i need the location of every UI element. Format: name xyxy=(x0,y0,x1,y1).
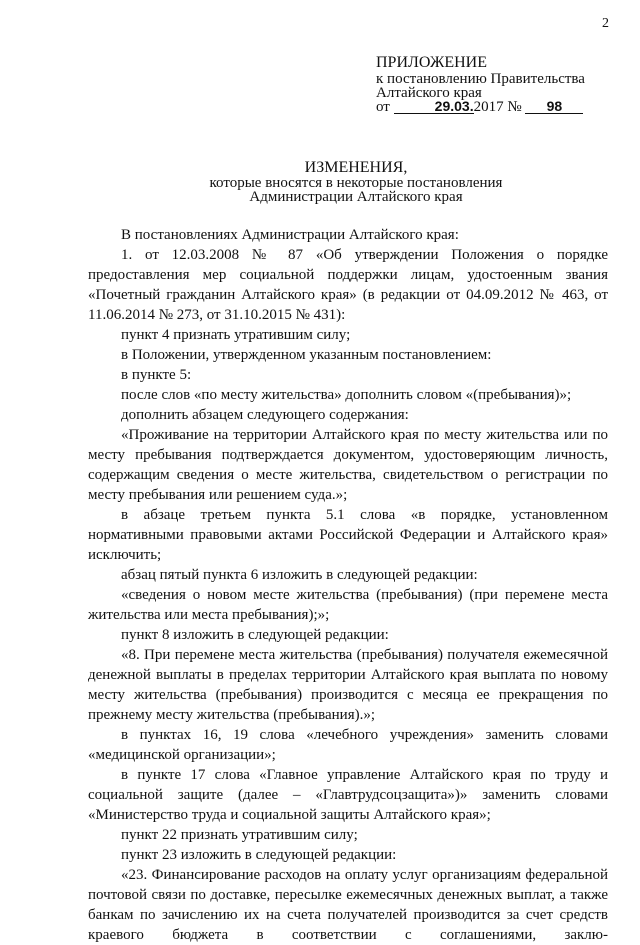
heading-line-1: которые вносятся в некоторые постановления xyxy=(209,175,503,191)
paragraph: пункт 22 признать утратившим силу; xyxy=(121,827,358,843)
page-number: 2 xyxy=(602,16,609,31)
paragraph: в пункте 17 слова «Главное управление Алтайского края по труду и социальной защите (далее – «Главтрудсоцзащита»)» заменить словами «Министерство труда и социальной защиты Алтайского края»; xyxy=(88,767,608,823)
paragraph: пункт 4 признать утратившим силу; xyxy=(121,327,351,343)
paragraph: пункт 23 изложить в следующей редакции: xyxy=(121,847,397,863)
paragraph: абзац пятый пункта 6 изложить в следующей редакции: xyxy=(121,567,478,583)
appendix-title: ПРИЛОЖЕНИЕ xyxy=(376,54,488,71)
document-body xyxy=(88,225,608,945)
number-label: № xyxy=(507,99,522,115)
resolution-year: 2017 xyxy=(473,99,504,115)
paragraph: «сведения о новом месте жительства (пребывания) (при перемене места жительства или места пребывания);»; xyxy=(88,587,608,623)
paragraph: в Положении, утвержденном указанным постановлением: xyxy=(121,347,492,363)
paragraph: дополнить абзацем следующего содержания: xyxy=(121,407,409,423)
paragraph: 1. от 12.03.2008 № 87 «Об утверждении Положения о порядке предоставления мер социальной поддержки лицам, удостоенным звания «Почетный гражданин Алтайского края» (в редакции от 04.09.2012 № 463, от 11.06.2014 № 273, от 31.10.2015 № 431): xyxy=(88,247,608,323)
paragraph: В постановлениях Администрации Алтайского края: xyxy=(121,227,459,243)
paragraph: «23. Финансирование расходов на оплату услуг организациям федеральной почтовой связи по доставке, пересылке ежемесячных денежных выплат, а также банкам по зачислению их на счета получателей производится за счет средств краевого бюджета в соответствии с соглашениями, заклю- xyxy=(88,867,608,943)
appendix-line-1: к постановлению Правительства xyxy=(376,71,585,87)
paragraph: в абзаце третьем пункта 5.1 слова «в порядке, установленном нормативными правовыми актами Российской Федерации и Алтайского края» исключить; xyxy=(88,507,608,563)
paragraph: «8. При перемене места жительства (пребывания) получателя ежемесячной денежной выплаты в пределах территории Алтайского края выплата по новому месту жительства (пребывания) производится с месяца ее прекращения по прежнему месту жительства (пребывания).»; xyxy=(88,647,608,723)
resolution-date: 29.03. xyxy=(394,100,474,114)
from-label: от xyxy=(376,99,390,115)
paragraph: пункт 8 изложить в следующей редакции: xyxy=(121,627,389,643)
heading-title: ИЗМЕНЕНИЯ, xyxy=(304,159,408,176)
paragraph: после слов «по месту жительства» дополнить словом «(пребывания)»; xyxy=(121,387,572,403)
appendix-block xyxy=(376,55,616,114)
appendix-line-2: Алтайского края xyxy=(376,85,482,101)
paragraph: «Проживание на территории Алтайского края по месту жительства или по месту пребывания подтверждается документом, удостоверяющим личность, содержащим сведения о месте жительства, свидетельством о регистрации по месту пребывания или решением суда.»; xyxy=(88,427,608,503)
resolution-number: 98 xyxy=(525,100,583,114)
paragraph: в пунктах 16, 19 слова «лечебного учреждения» заменить словами «медицинской организации»; xyxy=(88,727,608,763)
appendix-sign-row xyxy=(376,100,616,114)
document-heading xyxy=(86,160,626,204)
paragraph: в пункте 5: xyxy=(121,367,192,383)
heading-line-2: Администрации Алтайского края xyxy=(249,189,463,205)
